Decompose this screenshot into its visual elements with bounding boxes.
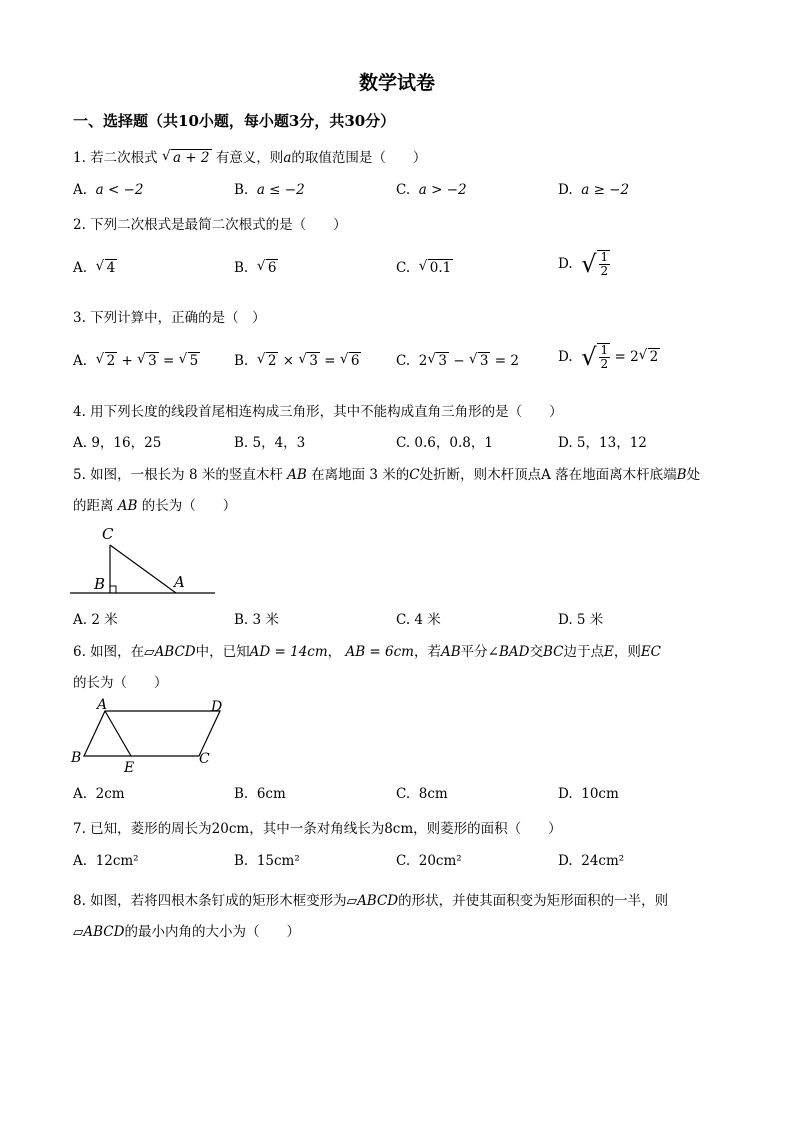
q2-option-c[interactable]: C. √ 0.1	[396, 258, 452, 276]
q4-option-d[interactable]: D. 5，13，12	[558, 435, 647, 451]
q6-label-e: E	[124, 760, 135, 776]
section-heading: 一、选择题（共10小题，每小题3分，共30分）	[73, 112, 396, 130]
q5-label-b: B	[94, 575, 106, 593]
q6-parallelogram	[84, 711, 220, 756]
q6-option-c[interactable]: C. 8cm	[396, 786, 448, 802]
q1-var: a	[283, 150, 292, 166]
q3-option-a[interactable]: A. √ 2 + √ 3 = √ 5	[73, 351, 199, 369]
q6-bisector-ae	[105, 711, 131, 756]
page-title: 数学试卷	[358, 72, 435, 94]
question-4: 4. 用下列长度的线段首尾相连构成三角形，其中不能构成直角三角形的是（ ）	[73, 404, 563, 420]
q1-option-b[interactable]: B. a ≤ −2	[234, 182, 305, 198]
q6-label-c: C	[199, 751, 210, 767]
q4-option-a[interactable]: A. 9，16，25	[73, 435, 162, 451]
question-3: 3. 下列计算中，正确的是（ ）	[73, 310, 266, 326]
q6-option-a[interactable]: A. 2cm	[73, 786, 125, 802]
q1-suffix: 的取值范围是（ ）	[291, 150, 427, 166]
question-5-line-1: 5. 如图，一根长为 8 米的竖直木杆 AB 在离地面 3 米的C处折断，则木杆顶点A 落在地面离木杆底端B处	[73, 467, 701, 483]
q5-option-d[interactable]: D. 5 米	[558, 612, 604, 628]
q5-option-c[interactable]: C. 4 米	[396, 612, 441, 628]
question-6-line-2: 的长为（ ）	[73, 675, 168, 691]
q6-label-b: B	[71, 750, 82, 766]
question-6-line-1: 6. 如图，在▱ABCD中，已知AD = 14cm， AB = 6cm，若AB平分∠BAD交BC边于点E，则EC	[73, 644, 662, 660]
question-8-line-2: ▱ABCD的最小内角的大小为（ ）	[73, 924, 300, 940]
question-1	[73, 146, 426, 166]
question-2: 2. 下列二次根式是最简二次根式的是（ ）	[73, 217, 347, 233]
q1-option-c[interactable]: C. a > −2	[396, 182, 467, 198]
q2-option-a[interactable]: A. √ 4	[73, 258, 116, 276]
question-8-line-1: 8. 如图，若将四根木条钉成的矩形木框变形为▱ABCD的形状，并使其面积变为矩形面积的一半，则	[73, 893, 669, 909]
q6-label-a: A	[97, 697, 108, 713]
q5-figure	[70, 522, 220, 600]
q5-option-a[interactable]: A. 2 米	[73, 612, 118, 628]
q2-option-b[interactable]: B. √ 6	[234, 258, 277, 276]
q1-radical: √ a + 2	[161, 148, 210, 166]
q7-option-b[interactable]: B. 15cm²	[234, 853, 300, 869]
q6-figure	[68, 697, 233, 777]
q4-option-b[interactable]: B. 5，4，3	[234, 435, 306, 451]
q7-option-d[interactable]: D. 24cm²	[558, 853, 625, 869]
q1-option-d[interactable]: D. a ≥ −2	[558, 182, 630, 198]
q4-option-c[interactable]: C. 0.6，0.8，1	[396, 435, 493, 451]
q7-option-c[interactable]: C. 20cm²	[396, 853, 462, 869]
q3-option-c[interactable]: C. 2 √ 3 − √ 3 = 2	[396, 351, 519, 369]
q3-option-d[interactable]: D. √ $\frac{1}{2}$ = 2 √ 2	[558, 343, 659, 371]
q6-label-d: D	[211, 699, 223, 715]
q1-option-a[interactable]: A. a < −2	[73, 182, 144, 198]
q1-mid: 有意义，则	[215, 150, 284, 166]
q3-option-b[interactable]: B. √ 2 × √ 3 = √ 6	[234, 351, 360, 369]
q7-option-a[interactable]: A. 12cm²	[73, 853, 139, 869]
q2-option-d[interactable]: D. √ $\frac{1}{2}$	[558, 250, 609, 278]
q5-broken-segment	[110, 545, 176, 593]
q5-right-angle-mark	[110, 586, 116, 593]
q5-label-a: A	[174, 573, 185, 591]
q5-label-c: C	[102, 525, 114, 543]
q1-prefix: 1. 若二次根式	[73, 150, 158, 166]
q6-option-d[interactable]: D. 10cm	[558, 786, 619, 802]
question-5-line-2: 的距离 AB 的长为（ ）	[73, 498, 237, 514]
question-7: 7. 已知，菱形的周长为20cm，其中一条对角线长为8cm，则菱形的面积（ ）	[73, 821, 562, 837]
q5-option-b[interactable]: B. 3 米	[234, 612, 279, 628]
q6-option-b[interactable]: B. 6cm	[234, 786, 286, 802]
